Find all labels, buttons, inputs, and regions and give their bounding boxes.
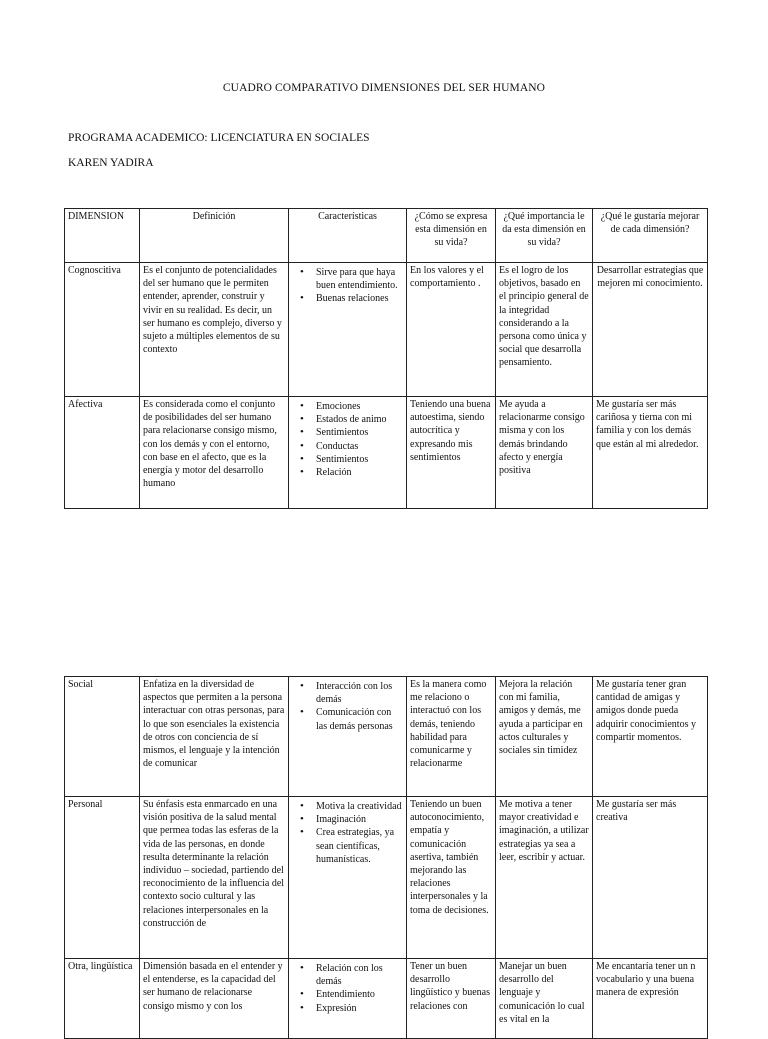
header-dimension: DIMENSION xyxy=(65,209,140,263)
list-item: • Expresión xyxy=(292,1002,403,1015)
definition-cell: Su énfasis esta enmarcado en una visión positiva de la salud mental que permea todas las esferas de la vida de las personas, en donde resulta determinante la relación individuo – sociedad, partiendo del reconocimiento de la influencia del contexto socio cultural y las relaciones interpersonales en la construcción de xyxy=(140,797,289,959)
dimension-cell: Otra, lingüística xyxy=(65,959,140,1039)
table-row xyxy=(65,959,708,1039)
list-item: • Estados de animo xyxy=(292,413,403,426)
characteristics-cell xyxy=(289,397,407,509)
characteristics-cell xyxy=(289,959,407,1039)
improve-cell: Me gustaría ser más cariñosa y tierna con mi familia y con los demás que están al mi alrededor. xyxy=(593,397,708,509)
expression-cell: Tener un buen desarrollo lingüístico y buenas relaciones con xyxy=(407,959,496,1039)
table-row xyxy=(65,677,708,797)
list-item: • Conductas xyxy=(292,440,403,453)
header-improve: ¿Qué le gustaría mejorar de cada dimensión? xyxy=(593,209,708,263)
characteristics-cell xyxy=(289,263,407,397)
characteristics-list xyxy=(292,400,403,479)
expression-cell: Es la manera como me relaciono o interactuó con los demás, teniendo habilidad para comunicarme y relacionarme xyxy=(407,677,496,797)
definition-cell: Es considerada como el conjunto de posibilidades del ser humano para relacionarse consigo mismo, con los demás y con el entorno, con base en el afecto, que es la energía y motor del desarrollo humano xyxy=(140,397,289,509)
improve-cell: Me gustaría ser más creativa xyxy=(593,797,708,959)
importance-cell: Mejora la relación con mi familia, amigos y demás, me ayuda a participar en actos culturales y sociales sin timidez xyxy=(496,677,593,797)
importance-cell: Es el logro de los objetivos, basado en el principio general de la integridad considerando a la persona como única y social que desarrolla pensamiento. xyxy=(496,263,593,397)
table-row xyxy=(65,263,708,397)
expression-cell: En los valores y el comportamiento . xyxy=(407,263,496,397)
expression-cell: Teniendo un buen autoconocimiento, empatía y comunicación asertiva, también mejorando las relaciones interpersonales y la toma de decisiones. xyxy=(407,797,496,959)
list-item: • Motiva la creatividad xyxy=(292,800,403,813)
definition-cell: Enfatiza en la diversidad de aspectos que permiten a la persona interactuar con otras personas, para lo que son esenciales la existencia de otros con conciencia de sí mismos, el lenguaje y la intención de comunicar xyxy=(140,677,289,797)
header-expression: ¿Cómo se expresa esta dimensión en su vida? xyxy=(407,209,496,263)
characteristics-list xyxy=(292,266,403,306)
list-item: • Imaginación xyxy=(292,813,403,826)
author-name: KAREN YADIRA xyxy=(68,157,154,169)
improve-cell: Me gustaría tener gran cantidad de amigas y amigos donde pueda adquirir conocimientos y compartir momentos. xyxy=(593,677,708,797)
dimension-cell: Afectiva xyxy=(65,397,140,509)
comparison-table-page-2 xyxy=(64,676,708,1039)
dimension-cell: Personal xyxy=(65,797,140,959)
characteristics-list xyxy=(292,680,403,733)
list-item: • Comunicación con las demás personas xyxy=(292,706,403,732)
characteristics-list xyxy=(292,800,403,866)
header-definition: Definición xyxy=(140,209,289,263)
characteristics-cell xyxy=(289,677,407,797)
list-item: • Buenas relaciones xyxy=(292,292,403,305)
header-importance: ¿Qué importancia le da esta dimensión en su vida? xyxy=(496,209,593,263)
importance-cell: Manejar un buen desarrollo del lenguaje y comunicación lo cual es vital en la xyxy=(496,959,593,1039)
list-item: • Entendimiento xyxy=(292,988,403,1001)
importance-cell: Me ayuda a relacionarme consigo misma y con los demás brindando afecto y energía positiva xyxy=(496,397,593,509)
list-item: • Sirve para que haya buen entendimiento. xyxy=(292,266,403,292)
header-row xyxy=(65,209,708,263)
list-item: • Interacción con los demás xyxy=(292,680,403,706)
definition-cell: Dimensión basada en el entender y el entenderse, es la capacidad del ser humano de relacionarse consigo mismo y con los xyxy=(140,959,289,1039)
document-title: CUADRO COMPARATIVO DIMENSIONES DEL SER HUMANO xyxy=(222,82,546,94)
list-item: • Relación con los demás xyxy=(292,962,403,988)
dimension-cell: Social xyxy=(65,677,140,797)
list-item: • Sentimientos xyxy=(292,453,403,466)
list-item: • Crea estrategias, ya sean científicas, humanísticas. xyxy=(292,826,403,866)
improve-cell: Desarrollar estrategias que mejoren mi conocimiento. xyxy=(593,263,708,397)
program-line: PROGRAMA ACADEMICO: LICENCIATURA EN SOCIALES xyxy=(68,132,370,144)
improve-cell: Me encantaría tener un n vocabulario y una buena manera de expresión xyxy=(593,959,708,1039)
comparison-table-page-1 xyxy=(64,208,708,509)
dimension-cell: Cognoscitiva xyxy=(65,263,140,397)
characteristics-cell xyxy=(289,797,407,959)
definition-cell: Es el conjunto de potencialidades del ser humano que le permiten entender, aprender, construir y vivir en su realidad. Es decir, un ser humano es complejo, diverso y sujeto a múltiples elementos de su contexto xyxy=(140,263,289,397)
list-item: • Emociones xyxy=(292,400,403,413)
expression-cell: Teniendo una buena autoestima, siendo autocrítica y expresando mis sentimientos xyxy=(407,397,496,509)
header-characteristics: Características xyxy=(289,209,407,263)
importance-cell: Me motiva a tener mayor creatividad e imaginación, a utilizar estrategias ya sea a leer, escribir y actuar. xyxy=(496,797,593,959)
table-row xyxy=(65,797,708,959)
list-item: • Relación xyxy=(292,466,403,479)
list-item: • Sentimientos xyxy=(292,426,403,439)
characteristics-list xyxy=(292,962,403,1015)
table-row xyxy=(65,397,708,509)
